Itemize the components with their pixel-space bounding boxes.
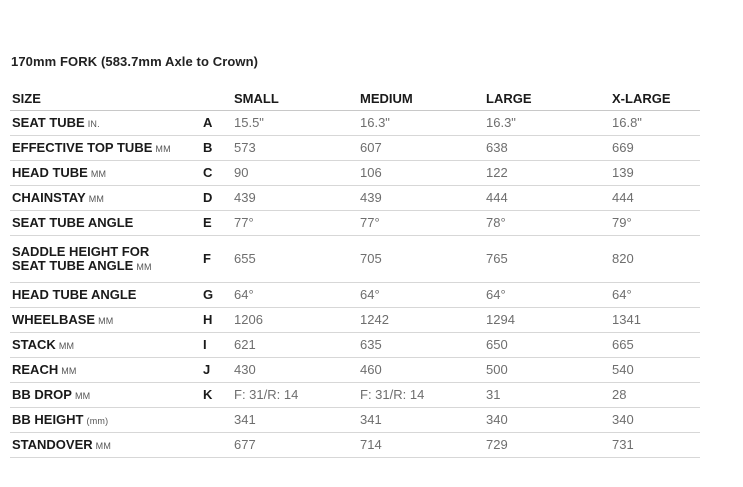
value-xlarge: 444 <box>610 186 700 211</box>
header-row <box>10 87 700 111</box>
row-letter: C <box>201 161 232 186</box>
row-unit: MM <box>88 194 105 205</box>
value-large: 650 <box>484 333 610 358</box>
table-row <box>10 211 700 236</box>
value-medium: 705 <box>358 236 484 283</box>
header-size: SIZE <box>10 87 201 111</box>
value-large: 16.3" <box>484 111 610 136</box>
row-label-text: CHAINSTAY <box>12 190 86 206</box>
value-large: 1294 <box>484 308 610 333</box>
row-label-text: HEAD TUBE <box>12 165 88 181</box>
table-row <box>10 111 700 136</box>
row-label <box>10 408 201 433</box>
row-label-text: STANDOVER <box>12 437 93 453</box>
row-label <box>10 211 201 236</box>
value-xlarge: 1341 <box>610 308 700 333</box>
row-label-text: EFFECTIVE TOP TUBE <box>12 140 153 156</box>
table-title: 170mm FORK (583.7mm Axle to Crown) <box>11 54 259 69</box>
row-letter: G <box>201 283 232 308</box>
row-letter: B <box>201 136 232 161</box>
row-unit: MM <box>155 144 171 155</box>
value-xlarge: 669 <box>610 136 700 161</box>
row-letter: J <box>201 358 232 383</box>
value-large: 340 <box>484 408 610 433</box>
row-letter: H <box>201 308 232 333</box>
value-large: 78° <box>484 211 610 236</box>
value-xlarge: 340 <box>610 408 700 433</box>
row-letter: F <box>201 236 232 283</box>
value-large: 638 <box>484 136 610 161</box>
row-label <box>10 433 201 458</box>
row-letter <box>201 433 232 458</box>
value-small: 655 <box>232 236 358 283</box>
value-large: 444 <box>484 186 610 211</box>
value-small: 1206 <box>232 308 358 333</box>
header-medium: MEDIUM <box>358 87 484 111</box>
row-unit: MM <box>98 316 114 327</box>
row-label <box>10 111 201 136</box>
value-xlarge: 665 <box>610 333 700 358</box>
value-large: 31 <box>484 383 610 408</box>
table-row <box>10 333 700 358</box>
row-unit: MM <box>90 169 107 180</box>
row-label-text: HEAD TUBE ANGLE <box>12 287 137 303</box>
value-medium: F: 31/R: 14 <box>358 383 484 408</box>
row-label <box>10 136 201 161</box>
table-row <box>10 433 700 458</box>
table-row <box>10 383 700 408</box>
table-row <box>10 358 700 383</box>
row-label <box>10 333 201 358</box>
value-small: 677 <box>232 433 358 458</box>
row-unit: MM <box>74 391 91 402</box>
value-xlarge: 540 <box>610 358 700 383</box>
row-label <box>10 358 201 383</box>
row-unit: MM <box>136 262 152 272</box>
value-xlarge: 64° <box>610 283 700 308</box>
value-medium: 77° <box>358 211 484 236</box>
row-unit: MM <box>95 441 112 452</box>
row-label <box>10 236 201 283</box>
row-label <box>10 283 201 308</box>
value-medium: 607 <box>358 136 484 161</box>
value-small: 341 <box>232 408 358 433</box>
row-label <box>10 186 201 211</box>
header-small: SMALL <box>232 87 358 111</box>
value-small: F: 31/R: 14 <box>232 383 358 408</box>
row-letter: D <box>201 186 232 211</box>
value-small: 430 <box>232 358 358 383</box>
value-small: 64° <box>232 283 358 308</box>
value-xlarge: 79° <box>610 211 700 236</box>
table-row <box>10 186 700 211</box>
table-row <box>10 308 700 333</box>
geometry-table <box>10 87 700 458</box>
value-medium: 1242 <box>358 308 484 333</box>
header-xlarge: X-LARGE <box>610 87 700 111</box>
value-small: 573 <box>232 136 358 161</box>
value-medium: 64° <box>358 283 484 308</box>
value-medium: 460 <box>358 358 484 383</box>
value-small: 15.5" <box>232 111 358 136</box>
value-large: 729 <box>484 433 610 458</box>
value-xlarge: 820 <box>610 236 700 283</box>
row-label-text: SEAT TUBE ANGLE <box>12 215 134 231</box>
row-label <box>10 161 201 186</box>
row-label <box>10 383 201 408</box>
row-label-text: REACH <box>12 362 59 378</box>
row-unit: MM <box>61 366 77 377</box>
row-label-text: WHEELBASE <box>12 312 96 328</box>
value-xlarge: 139 <box>610 161 700 186</box>
value-small: 439 <box>232 186 358 211</box>
row-label-text: STACK <box>12 337 56 353</box>
value-xlarge: 731 <box>610 433 700 458</box>
value-medium: 635 <box>358 333 484 358</box>
row-letter <box>201 408 232 433</box>
value-large: 500 <box>484 358 610 383</box>
row-unit: (mm) <box>86 416 109 427</box>
value-xlarge: 28 <box>610 383 700 408</box>
row-label <box>10 308 201 333</box>
value-large: 122 <box>484 161 610 186</box>
row-label-line2: SEAT TUBE ANGLE <box>12 258 134 273</box>
table-row <box>10 283 700 308</box>
row-letter: A <box>201 111 232 136</box>
table-row <box>10 161 700 186</box>
row-letter: E <box>201 211 232 236</box>
header-letter <box>201 87 232 111</box>
value-medium: 714 <box>358 433 484 458</box>
value-medium: 16.3" <box>358 111 484 136</box>
value-medium: 341 <box>358 408 484 433</box>
row-label-text: BB HEIGHT <box>12 412 84 428</box>
value-small: 90 <box>232 161 358 186</box>
value-xlarge: 16.8" <box>610 111 700 136</box>
row-letter: K <box>201 383 232 408</box>
row-label-text: BB DROP <box>12 387 72 403</box>
value-small: 621 <box>232 333 358 358</box>
value-medium: 439 <box>358 186 484 211</box>
header-large: LARGE <box>484 87 610 111</box>
row-label-line1: SADDLE HEIGHT FOR <box>12 244 150 260</box>
row-unit: MM <box>58 341 75 352</box>
table-row <box>10 408 700 433</box>
value-large: 765 <box>484 236 610 283</box>
row-label-text: SEAT TUBE <box>12 115 85 131</box>
row-unit: IN. <box>87 119 100 130</box>
value-medium: 106 <box>358 161 484 186</box>
table-row <box>10 236 700 283</box>
table-row <box>10 136 700 161</box>
row-letter: I <box>201 333 232 358</box>
value-small: 77° <box>232 211 358 236</box>
value-large: 64° <box>484 283 610 308</box>
